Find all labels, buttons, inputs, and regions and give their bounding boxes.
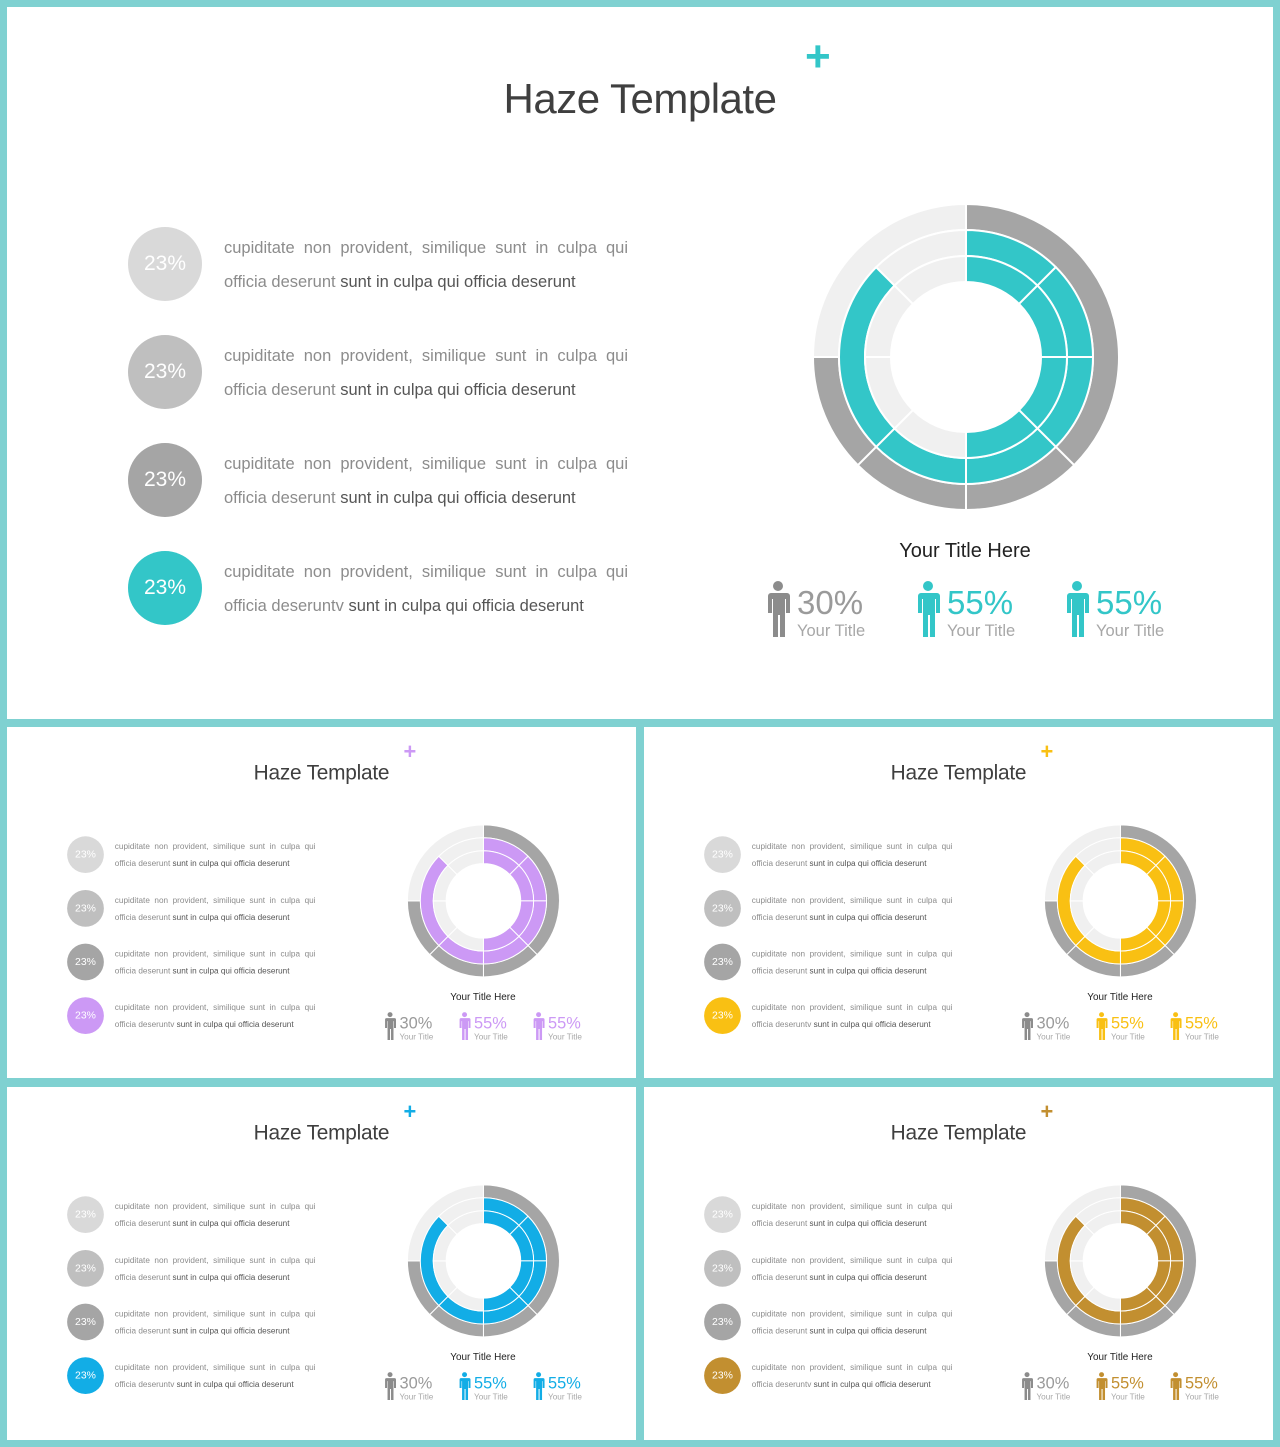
percent-circle: 23% — [128, 335, 202, 409]
item-line-2 — [752, 1016, 953, 1033]
person-icon — [1095, 1372, 1108, 1400]
item-line-2-emphasis: sunt in culpa qui officia deserunt — [340, 381, 576, 399]
item-line-2 — [752, 1322, 953, 1339]
list-item — [67, 1250, 325, 1288]
item-line-2-lead: officia deserunt — [114, 1272, 171, 1282]
stat-label: Your Title — [1110, 1032, 1145, 1042]
person-icon — [1064, 581, 1090, 637]
slide-title: Haze Template — [503, 75, 777, 122]
percent-circle: 23% — [128, 443, 202, 517]
item-line-2-lead: officia deserunt — [751, 1272, 808, 1282]
stat-value: 55% — [1185, 1373, 1218, 1393]
item-description — [752, 892, 953, 926]
item-description — [224, 339, 628, 407]
item-line-2 — [752, 1376, 953, 1393]
stat-label: Your Title — [548, 1392, 582, 1402]
percent-circle: 23% — [67, 944, 104, 981]
stat-label: Your Title — [399, 1032, 434, 1042]
item-line-2-lead: officia deserunt — [224, 381, 336, 399]
stat-item — [1021, 1012, 1096, 1047]
item-line-1: cupiditate non provident, similique sunt in culpa qui — [751, 1363, 953, 1373]
item-line-2-lead: officia deserunt — [114, 912, 171, 922]
item-line-2 — [752, 909, 953, 926]
item-line-2-emphasis: sunt in culpa qui officia deserunt — [809, 859, 927, 869]
slide-5 — [644, 1087, 1273, 1440]
stat-value: 30% — [797, 584, 864, 621]
percent-circle: 23% — [704, 1250, 741, 1287]
item-line-2 — [115, 1269, 316, 1286]
stat-item — [384, 1372, 459, 1407]
slide-canvas — [644, 1087, 1273, 1440]
item-line-2-lead: officia deseruntv — [751, 1020, 812, 1030]
percent-circle: 23% — [128, 551, 202, 625]
chart-title: Your Title Here — [450, 1351, 516, 1363]
percent-circle: 23% — [128, 227, 202, 301]
item-line-2 — [224, 265, 628, 299]
person-icon — [1169, 1012, 1182, 1040]
percent-circle: 23% — [704, 1304, 741, 1341]
item-line-2 — [115, 855, 316, 872]
slide-title: Haze Template — [890, 1120, 1027, 1145]
slide-3 — [644, 727, 1273, 1078]
stat-label: Your Title — [1036, 1032, 1071, 1042]
list-item — [704, 890, 962, 928]
item-line-2-emphasis: sunt in culpa qui officia deserunt — [348, 597, 584, 615]
stat-value: 55% — [473, 1013, 507, 1033]
item-description — [752, 946, 953, 980]
percent-circle: 23% — [67, 1304, 104, 1341]
item-line-1: cupiditate non provident, similique sunt in culpa qui — [114, 1363, 316, 1373]
percent-circle: 23% — [67, 1357, 104, 1394]
donut-chart — [1044, 825, 1196, 977]
donut-chart — [813, 204, 1119, 510]
stat-label: Your Title — [473, 1032, 508, 1042]
item-line-1: cupiditate non provident, similique sunt in culpa qui — [751, 1309, 953, 1319]
list-item — [704, 944, 962, 982]
item-line-2-emphasis: sunt in culpa qui officia deserunt — [813, 1020, 931, 1030]
percent-circle: 23% — [67, 836, 104, 873]
person-icon — [765, 581, 791, 637]
item-line-2-lead: officia deserunt — [751, 912, 808, 922]
list-item — [704, 997, 962, 1035]
stat-item — [1169, 1372, 1244, 1407]
chart-title: Your Title Here — [1087, 1351, 1153, 1363]
item-line-2-lead: officia deserunt — [224, 489, 336, 507]
plus-icon: + — [805, 32, 831, 81]
item-line-2-lead: officia deserunt — [751, 966, 808, 976]
item-line-2-lead: officia deserunt — [224, 273, 336, 291]
plus-icon: + — [403, 739, 417, 764]
slide-canvas — [644, 727, 1273, 1078]
person-icon — [458, 1372, 471, 1400]
item-line-2-lead: officia deseruntv — [114, 1020, 175, 1030]
stat-value: 30% — [1036, 1373, 1070, 1393]
stat-label: Your Title — [947, 622, 1016, 640]
stat-value: 30% — [399, 1013, 433, 1033]
item-line-2 — [752, 855, 953, 872]
item-line-2-lead: officia deserunt — [114, 966, 171, 976]
stat-label: Your Title — [473, 1392, 508, 1402]
person-icon — [532, 1372, 545, 1400]
person-icon — [1021, 1012, 1034, 1040]
item-line-2-lead: officia deserunt — [114, 859, 171, 869]
list-item — [128, 335, 648, 411]
slide-4 — [7, 1087, 636, 1440]
item-line-1: cupiditate non provident, similique sunt in culpa qui — [114, 895, 316, 905]
list-item — [67, 1357, 325, 1395]
item-line-2-emphasis: sunt in culpa qui officia deserunt — [176, 1020, 294, 1030]
slide-1 — [7, 7, 1273, 719]
list-item — [67, 890, 325, 928]
slide-canvas — [7, 727, 636, 1078]
item-line-2-lead: officia deseruntv — [224, 597, 344, 615]
donut-chart — [1044, 1185, 1196, 1337]
stat-value: 55% — [1185, 1013, 1218, 1033]
plus-icon: + — [1040, 739, 1054, 764]
person-icon — [458, 1012, 471, 1040]
stat-item — [458, 1372, 533, 1407]
slide-title: Haze Template — [253, 1120, 390, 1145]
person-icon — [384, 1372, 397, 1400]
slide-title: Haze Template — [890, 760, 1027, 785]
item-description — [115, 838, 316, 872]
stat-label: Your Title — [1185, 1392, 1219, 1402]
stat-value: 55% — [548, 1013, 581, 1033]
person-icon — [1021, 1372, 1034, 1400]
percent-circle: 23% — [67, 1250, 104, 1287]
item-line-1: cupiditate non provident, similique sunt in culpa qui — [751, 1202, 953, 1212]
item-line-1: cupiditate non provident, similique sunt in culpa qui — [114, 1003, 316, 1013]
stat-value: 55% — [1110, 1013, 1144, 1033]
stat-value: 55% — [548, 1373, 581, 1393]
item-line-2-lead: officia deserunt — [751, 1219, 808, 1229]
item-line-2 — [115, 962, 316, 979]
item-line-2-lead: officia deserunt — [114, 1219, 171, 1229]
item-line-2-lead: officia deseruntv — [114, 1380, 175, 1390]
item-line-2-emphasis: sunt in culpa qui officia deserunt — [809, 1326, 927, 1336]
item-line-1: cupiditate non provident, similique sunt in culpa qui — [114, 1309, 316, 1319]
slide-canvas — [7, 1087, 636, 1440]
stat-label: Your Title — [1185, 1032, 1219, 1042]
chart-title: Your Title Here — [1087, 991, 1153, 1003]
item-line-1: cupiditate non provident, similique sunt in culpa qui — [224, 563, 628, 581]
item-line-2 — [224, 589, 628, 623]
person-icon — [532, 1012, 545, 1040]
list-item — [704, 1357, 962, 1395]
item-line-1: cupiditate non provident, similique sunt in culpa qui — [751, 842, 953, 852]
stat-label: Your Title — [1036, 1392, 1071, 1402]
item-line-2-emphasis: sunt in culpa qui officia deserunt — [809, 1219, 927, 1229]
stat-label: Your Title — [399, 1392, 434, 1402]
stat-value: 30% — [1036, 1013, 1070, 1033]
item-line-2-lead: officia deseruntv — [751, 1380, 812, 1390]
item-description — [752, 838, 953, 872]
item-description — [752, 1359, 953, 1393]
stat-item — [1095, 1372, 1170, 1407]
item-line-2-emphasis: sunt in culpa qui officia deserunt — [176, 1380, 294, 1390]
stat-item — [915, 581, 1065, 651]
person-icon — [915, 581, 941, 637]
percent-circle: 23% — [704, 836, 741, 873]
list-item — [67, 944, 325, 982]
item-line-2-emphasis: sunt in culpa qui officia deserunt — [809, 1272, 927, 1282]
stat-label: Your Title — [797, 622, 866, 640]
item-description — [115, 892, 316, 926]
item-line-1: cupiditate non provident, similique sunt in culpa qui — [751, 1255, 953, 1265]
list-item — [704, 1196, 962, 1234]
item-description — [115, 1359, 316, 1393]
person-icon — [1095, 1012, 1108, 1040]
item-line-2-emphasis: sunt in culpa qui officia deserunt — [172, 1219, 290, 1229]
item-description — [224, 555, 628, 623]
percent-circle: 23% — [704, 1196, 741, 1233]
chart-title: Your Title Here — [899, 540, 1031, 562]
stat-label: Your Title — [548, 1032, 582, 1042]
item-line-2-emphasis: sunt in culpa qui officia deserunt — [172, 966, 290, 976]
stat-value: 55% — [473, 1373, 507, 1393]
slide-title: Haze Template — [253, 760, 390, 785]
list-item — [128, 443, 648, 519]
plus-icon: + — [1040, 1099, 1054, 1124]
list-item — [704, 1304, 962, 1342]
item-description — [752, 1198, 953, 1232]
slide-canvas — [7, 7, 1273, 719]
stat-item — [1095, 1012, 1170, 1047]
stat-item — [1169, 1012, 1244, 1047]
item-line-1: cupiditate non provident, similique sunt in culpa qui — [114, 949, 316, 959]
item-line-2-emphasis: sunt in culpa qui officia deserunt — [813, 1380, 931, 1390]
list-item — [67, 1304, 325, 1342]
item-description — [224, 231, 628, 299]
person-icon — [1169, 1372, 1182, 1400]
item-line-2-emphasis: sunt in culpa qui officia deserunt — [172, 912, 290, 922]
item-line-2-emphasis: sunt in culpa qui officia deserunt — [809, 966, 927, 976]
stat-item — [1021, 1372, 1096, 1407]
item-line-2-emphasis: sunt in culpa qui officia deserunt — [172, 859, 290, 869]
stat-value: 55% — [947, 584, 1014, 621]
stat-label: Your Title — [1096, 622, 1165, 640]
item-line-1: cupiditate non provident, similique sunt in culpa qui — [224, 455, 628, 473]
percent-circle: 23% — [704, 890, 741, 927]
percent-circle: 23% — [704, 1357, 741, 1394]
chart-title: Your Title Here — [450, 991, 516, 1003]
item-line-2 — [115, 1215, 316, 1232]
stat-item — [532, 1012, 607, 1047]
item-description — [224, 447, 628, 515]
stat-item — [384, 1012, 459, 1047]
item-line-2-emphasis: sunt in culpa qui officia deserunt — [172, 1326, 290, 1336]
plus-icon: + — [403, 1099, 417, 1124]
donut-chart — [407, 825, 559, 977]
list-item — [67, 997, 325, 1035]
item-line-2 — [752, 1215, 953, 1232]
item-description — [115, 946, 316, 980]
item-line-1: cupiditate non provident, similique sunt in culpa qui — [224, 239, 628, 257]
item-line-2-lead: officia deserunt — [751, 1326, 808, 1336]
person-icon — [384, 1012, 397, 1040]
list-item — [67, 836, 325, 874]
item-line-2 — [224, 481, 628, 515]
item-line-2 — [752, 1269, 953, 1286]
slide-2 — [7, 727, 636, 1078]
item-description — [115, 1306, 316, 1340]
item-line-1: cupiditate non provident, similique sunt in culpa qui — [224, 347, 628, 365]
item-line-2-emphasis: sunt in culpa qui officia deserunt — [809, 912, 927, 922]
item-line-2 — [115, 909, 316, 926]
percent-circle: 23% — [704, 997, 741, 1034]
percent-circle: 23% — [67, 1196, 104, 1233]
item-line-1: cupiditate non provident, similique sunt in culpa qui — [114, 1202, 316, 1212]
item-line-2-lead: officia deserunt — [114, 1326, 171, 1336]
stat-value: 55% — [1110, 1373, 1144, 1393]
list-item — [128, 227, 648, 303]
percent-circle: 23% — [704, 944, 741, 981]
item-line-1: cupiditate non provident, similique sunt in culpa qui — [114, 1255, 316, 1265]
item-line-2-emphasis: sunt in culpa qui officia deserunt — [340, 273, 576, 291]
item-line-2 — [115, 1376, 316, 1393]
item-line-2 — [115, 1322, 316, 1339]
item-line-2 — [115, 1016, 316, 1033]
item-line-1: cupiditate non provident, similique sunt in culpa qui — [751, 895, 953, 905]
item-description — [115, 999, 316, 1033]
list-item — [128, 551, 648, 627]
donut-chart — [407, 1185, 559, 1337]
stat-item — [1064, 581, 1214, 651]
item-description — [752, 999, 953, 1033]
percent-circle: 23% — [67, 997, 104, 1034]
item-line-2 — [224, 373, 628, 407]
stat-value: 55% — [1096, 584, 1163, 621]
stat-value: 30% — [399, 1373, 433, 1393]
item-description — [752, 1252, 953, 1286]
list-item — [704, 836, 962, 874]
list-item — [67, 1196, 325, 1234]
list-item — [704, 1250, 962, 1288]
item-line-2-emphasis: sunt in culpa qui officia deserunt — [172, 1272, 290, 1282]
stat-item — [765, 581, 915, 651]
stat-item — [532, 1372, 607, 1407]
stat-item — [458, 1012, 533, 1047]
item-line-1: cupiditate non provident, similique sunt in culpa qui — [751, 949, 953, 959]
item-line-2-emphasis: sunt in culpa qui officia deserunt — [340, 489, 576, 507]
stat-label: Your Title — [1110, 1392, 1145, 1402]
item-description — [115, 1252, 316, 1286]
item-line-2 — [752, 962, 953, 979]
percent-circle: 23% — [67, 890, 104, 927]
item-description — [115, 1198, 316, 1232]
item-line-2-lead: officia deserunt — [751, 859, 808, 869]
item-line-1: cupiditate non provident, similique sunt in culpa qui — [751, 1003, 953, 1013]
item-line-1: cupiditate non provident, similique sunt in culpa qui — [114, 842, 316, 852]
item-description — [752, 1306, 953, 1340]
